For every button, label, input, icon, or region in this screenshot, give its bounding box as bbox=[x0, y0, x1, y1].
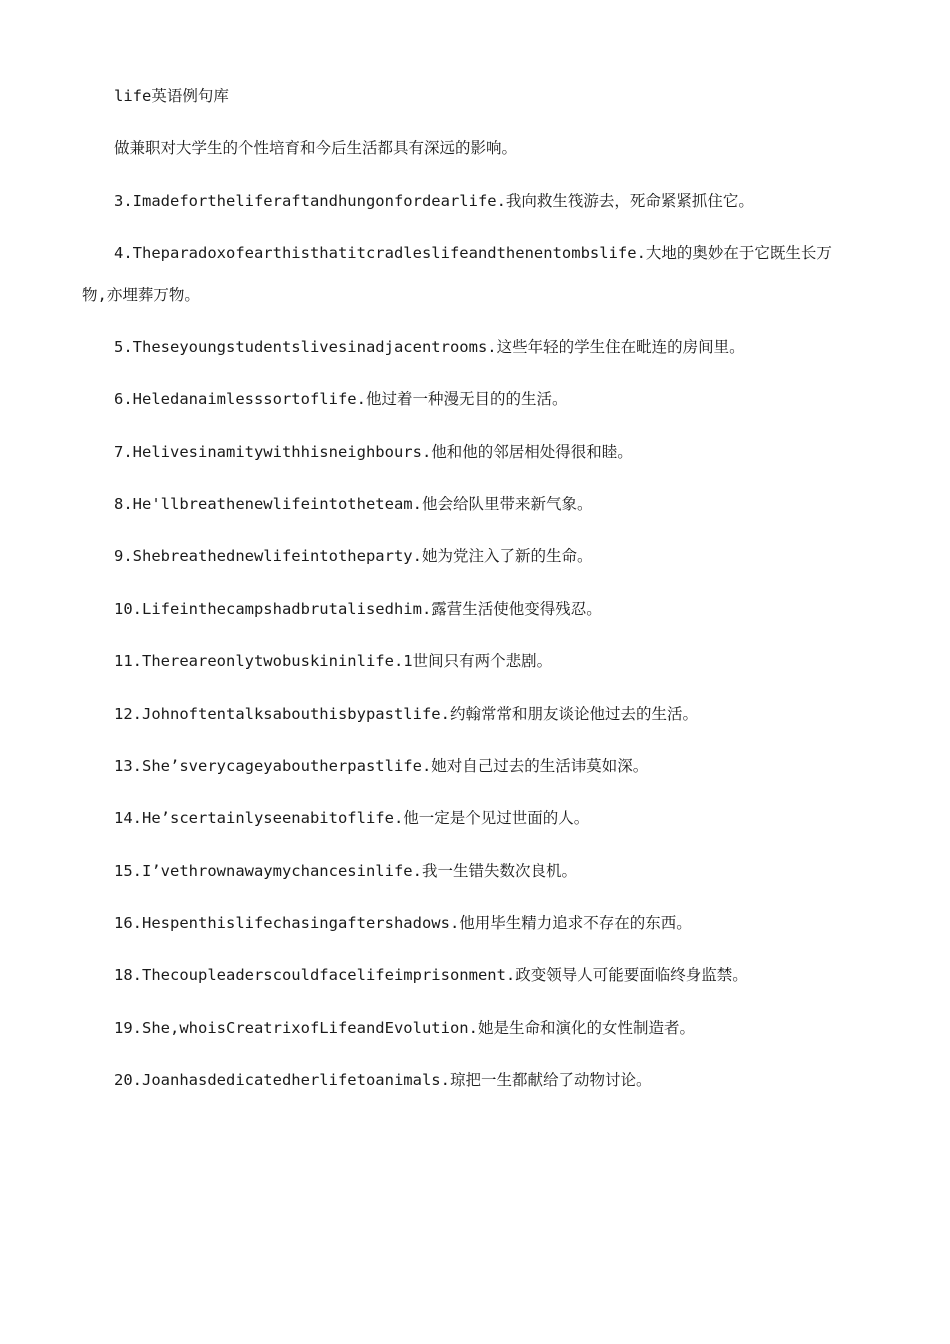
sentence-10: 10.Lifeinthecampshadbrutalisedhim.露营生活使他变得残忍。 bbox=[114, 600, 602, 618]
sentence-18: 18.Thecoupleaderscouldfacelifeimprisonment.政变领导人可能要面临终身监禁。 bbox=[114, 966, 748, 984]
sentence-16: 16.Hespenthislifechasingaftershadows.他用毕生精力追求不存在的东西。 bbox=[114, 914, 692, 932]
sentence-13: 13.She’sverycageyaboutherpastlife.她对自己过去的生活讳莫如深。 bbox=[114, 757, 649, 775]
sentence-20: 20.Joanhasdedicatedherlifetoanimals.琼把一生都献给了动物讨论。 bbox=[114, 1071, 652, 1089]
sentence-15: 15.I’vethrownawaymychancesinlife.我一生错失数次良机。 bbox=[114, 862, 577, 880]
document-title: life英语例句库 bbox=[114, 87, 229, 105]
intro-sentence: 做兼职对大学生的个性培育和今后生活都具有深远的影响。 bbox=[114, 139, 518, 157]
sentence-4: 4.Theparadoxofearthisthatitcradleslifeandthenentombslife.大地的奥妙在于它既生长万 bbox=[114, 244, 832, 262]
sentence-12: 12.Johnoftentalksabouthisbypastlife.约翰常常和朋友谈论他过去的生活。 bbox=[114, 705, 698, 723]
sentence-11: 11.Thereareonlytwobuskininlife.1世间只有两个悲剧。 bbox=[114, 652, 553, 670]
sentence-7: 7.Helivesinamitywithhisneighbours.他和他的邻居相处得很和睦。 bbox=[114, 443, 633, 461]
sentence-9: 9.Shebreathednewlifeintotheparty.她为党注入了新的生命。 bbox=[114, 547, 593, 565]
sentence-14: 14.He’scertainlyseenabitoflife.他一定是个见过世面的人。 bbox=[114, 809, 590, 827]
sentence-6: 6.Heledanaimlesssortoflife.他过着一种漫无目的的生活。 bbox=[114, 390, 568, 408]
sentence-8: 8.He'llbreathenewlifeintotheteam.他会给队里带来新气象。 bbox=[114, 495, 593, 513]
sentence-5: 5.Theseyoungstudentslivesinadjacentrooms.这些年轻的学生住在毗连的房间里。 bbox=[114, 338, 745, 356]
sentence-19: 19.She,whoisCreatrixofLifeandEvolution.她是生命和演化的女性制造者。 bbox=[114, 1019, 695, 1037]
sentence-3: 3.Imadefortheliferaftandhungonfordearlife.我向救生筏游去，死命紧紧抓住它。 bbox=[114, 192, 754, 210]
sentence-4-continued: 物,亦埋葬万物。 bbox=[82, 286, 200, 304]
